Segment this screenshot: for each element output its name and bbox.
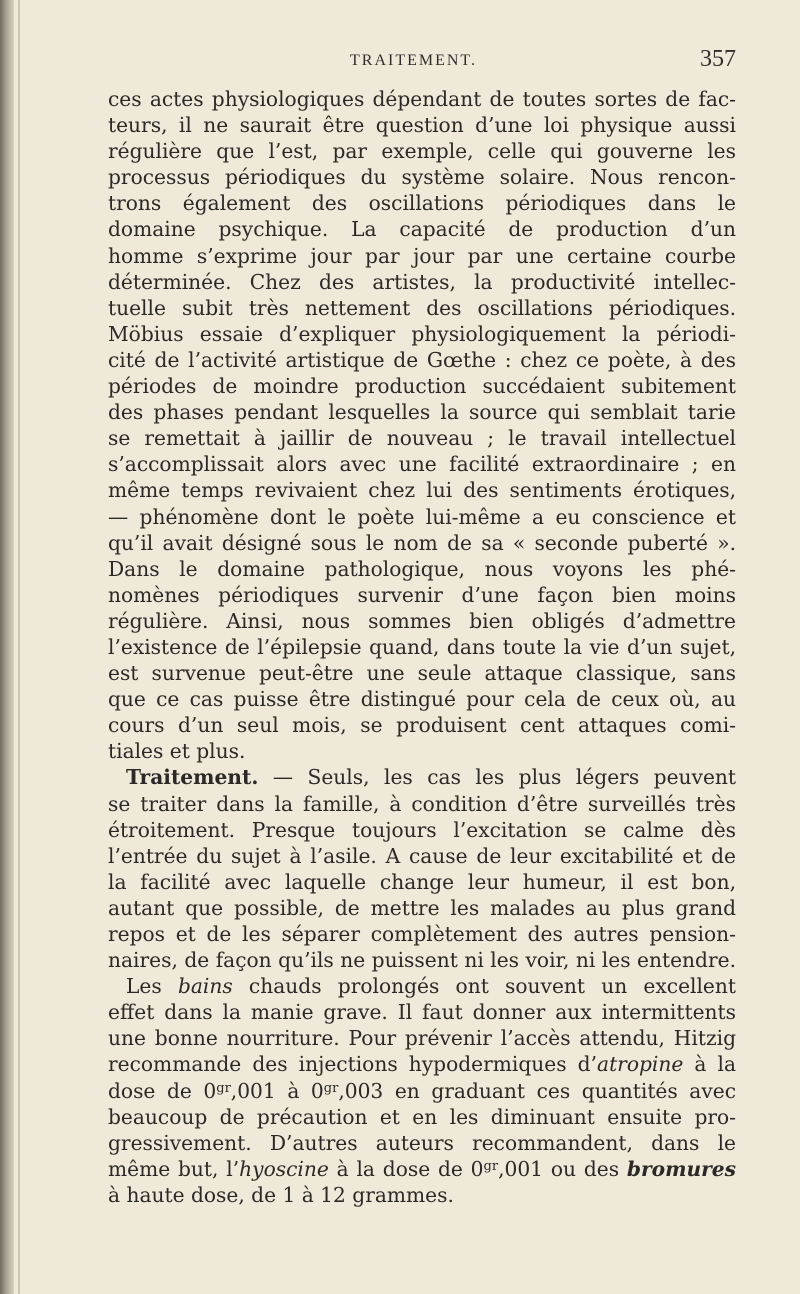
- text-line: cité de l’activité artistique de Gœthe : chez ce poète, à des: [108, 347, 736, 372]
- atropine-line: [108, 1051, 736, 1077]
- text-line: régulière. Ainsi, nous sommes bien obligés d’admettre: [108, 608, 736, 633]
- unit-superscript: gr: [483, 1158, 499, 1174]
- text-line: des phases pendant lesquelles la source qui semblait tarie: [108, 400, 736, 425]
- text-span: — Seuls, les cas les plus légers peuvent: [258, 765, 736, 790]
- text-line: se remettait à jaillir de nouveau ; le travail intellectuel: [108, 426, 736, 451]
- unit-superscript: gr: [216, 1080, 231, 1096]
- italic-term-bromures: bromures: [626, 1156, 736, 1181]
- text-line: se traiter dans la famille, à condition d’être surveillés très: [108, 791, 736, 816]
- text-line: s’accomplissait alors avec une facilité extraordinaire ; en: [108, 452, 736, 477]
- text-line: — phénomène dont le poète lui-même a eu conscience et: [108, 504, 736, 529]
- italic-term-hyoscine: hyoscine: [239, 1156, 329, 1181]
- text-span: ,003 en graduant ces quantités avec: [338, 1078, 736, 1103]
- dose-line: [108, 1078, 736, 1104]
- text-line: régulière que l’est, par exemple, celle qui gouverne les: [108, 139, 736, 164]
- text-line: ces actes physiologiques dépendant de toutes sortes de fac-: [108, 87, 736, 111]
- text-span: Les: [126, 974, 178, 999]
- text-span: même but, l’: [108, 1156, 240, 1181]
- text-line: déterminée. Chez des artistes, la productivité intellec-: [108, 269, 736, 294]
- section-heading-traitement: Traitement.: [126, 765, 259, 790]
- text-span: recommande des injections hypodermiques d’: [108, 1052, 598, 1077]
- text-line: tuelle subit très nettement des oscillations périodiques.: [108, 295, 736, 320]
- text-line: homme s’exprime jour par jour par une certaine courbe: [108, 243, 736, 268]
- text-span: dose de 0: [108, 1078, 217, 1103]
- text-line: qu’il avait désigné sous le nom de sa « seconde puberté ».: [108, 530, 736, 555]
- page-binding-edge: [0, 0, 14, 1294]
- text-line: naires, de façon qu’ils ne puissent ni les voir, ni les entendre.: [108, 948, 736, 973]
- text-line: trons également des oscillations périodiques dans le: [108, 191, 736, 216]
- treatment-paragraph-start: [108, 764, 736, 790]
- text-line: l’entrée du sujet à l’asile. A cause de leur excitabilité et de: [108, 843, 736, 868]
- text-line: tiales et plus.: [108, 739, 246, 764]
- text-line: étroitement. Presque toujours l’excitation se calme dès: [108, 817, 736, 842]
- text-span: ,001 à 0: [230, 1078, 324, 1103]
- text-span: ,001 ou des: [498, 1156, 627, 1181]
- text-line: gressivement. D’autres auteurs recommandent, dans le: [108, 1130, 736, 1155]
- text-line: périodes de moindre production succédaient subitement: [108, 374, 736, 399]
- body-text: [108, 86, 736, 1208]
- text-line: teurs, il ne saurait être question d’une loi physique aussi: [108, 113, 736, 138]
- text-line: que ce cas puisse être distingué pour cela de ceux où, au: [108, 687, 736, 712]
- italic-term-atropine: atropine: [597, 1052, 684, 1077]
- text-line: à haute dose, de 1 à 12 grammes.: [108, 1182, 454, 1207]
- text-line: nomènes périodiques survenir d’une façon bien moins: [108, 582, 736, 607]
- text-line: effet dans la manie grave. Il faut donner aux intermittents: [108, 1000, 736, 1025]
- text-line: cours d’un seul mois, se produisent cent attaques comi-: [108, 713, 736, 738]
- text-span: à la dose de 0: [328, 1156, 484, 1181]
- text-line: la facilité avec laquelle change leur humeur, il est bon,: [108, 869, 736, 894]
- page-number: 357: [700, 46, 736, 72]
- text-line: domaine psychique. La capacité de production d’un: [108, 217, 736, 242]
- text-line: repos et de les séparer complètement des autres pension-: [108, 922, 736, 946]
- text-span: à la: [683, 1052, 736, 1077]
- text-line: autant que possible, de mettre les malades au plus grand: [108, 895, 736, 920]
- hyoscine-line: [108, 1156, 736, 1182]
- text-line: est survenue peut-être une seule attaque classique, sans: [108, 661, 736, 686]
- text-line: Möbius essaie d’expliquer physiologiquement la périodi-: [108, 321, 736, 346]
- unit-superscript: gr: [323, 1080, 339, 1096]
- text-span: chauds prolongés ont souvent un excellent: [232, 974, 736, 999]
- text-line: processus périodiques du système solaire. Nous rencon-: [108, 165, 736, 190]
- text-line: beaucoup de précaution et en les diminuant ensuite pro-: [108, 1104, 736, 1129]
- text-line: Dans le domaine pathologique, nous voyons les phé-: [108, 556, 736, 581]
- page-header: [108, 46, 736, 80]
- text-line: l’existence de l’épilepsie quand, dans toute la vie d’un sujet,: [108, 634, 736, 659]
- running-title: TRAITEMENT.: [350, 52, 478, 69]
- italic-term-bains: bains: [177, 974, 233, 999]
- text-line: une bonne nourriture. Pour prévenir l’accès attendu, Hitzig: [108, 1026, 736, 1051]
- bains-line: [108, 973, 736, 999]
- text-line: même temps revivaient chez lui des sentiments érotiques,: [108, 478, 736, 503]
- page-binding-line: [18, 0, 20, 1294]
